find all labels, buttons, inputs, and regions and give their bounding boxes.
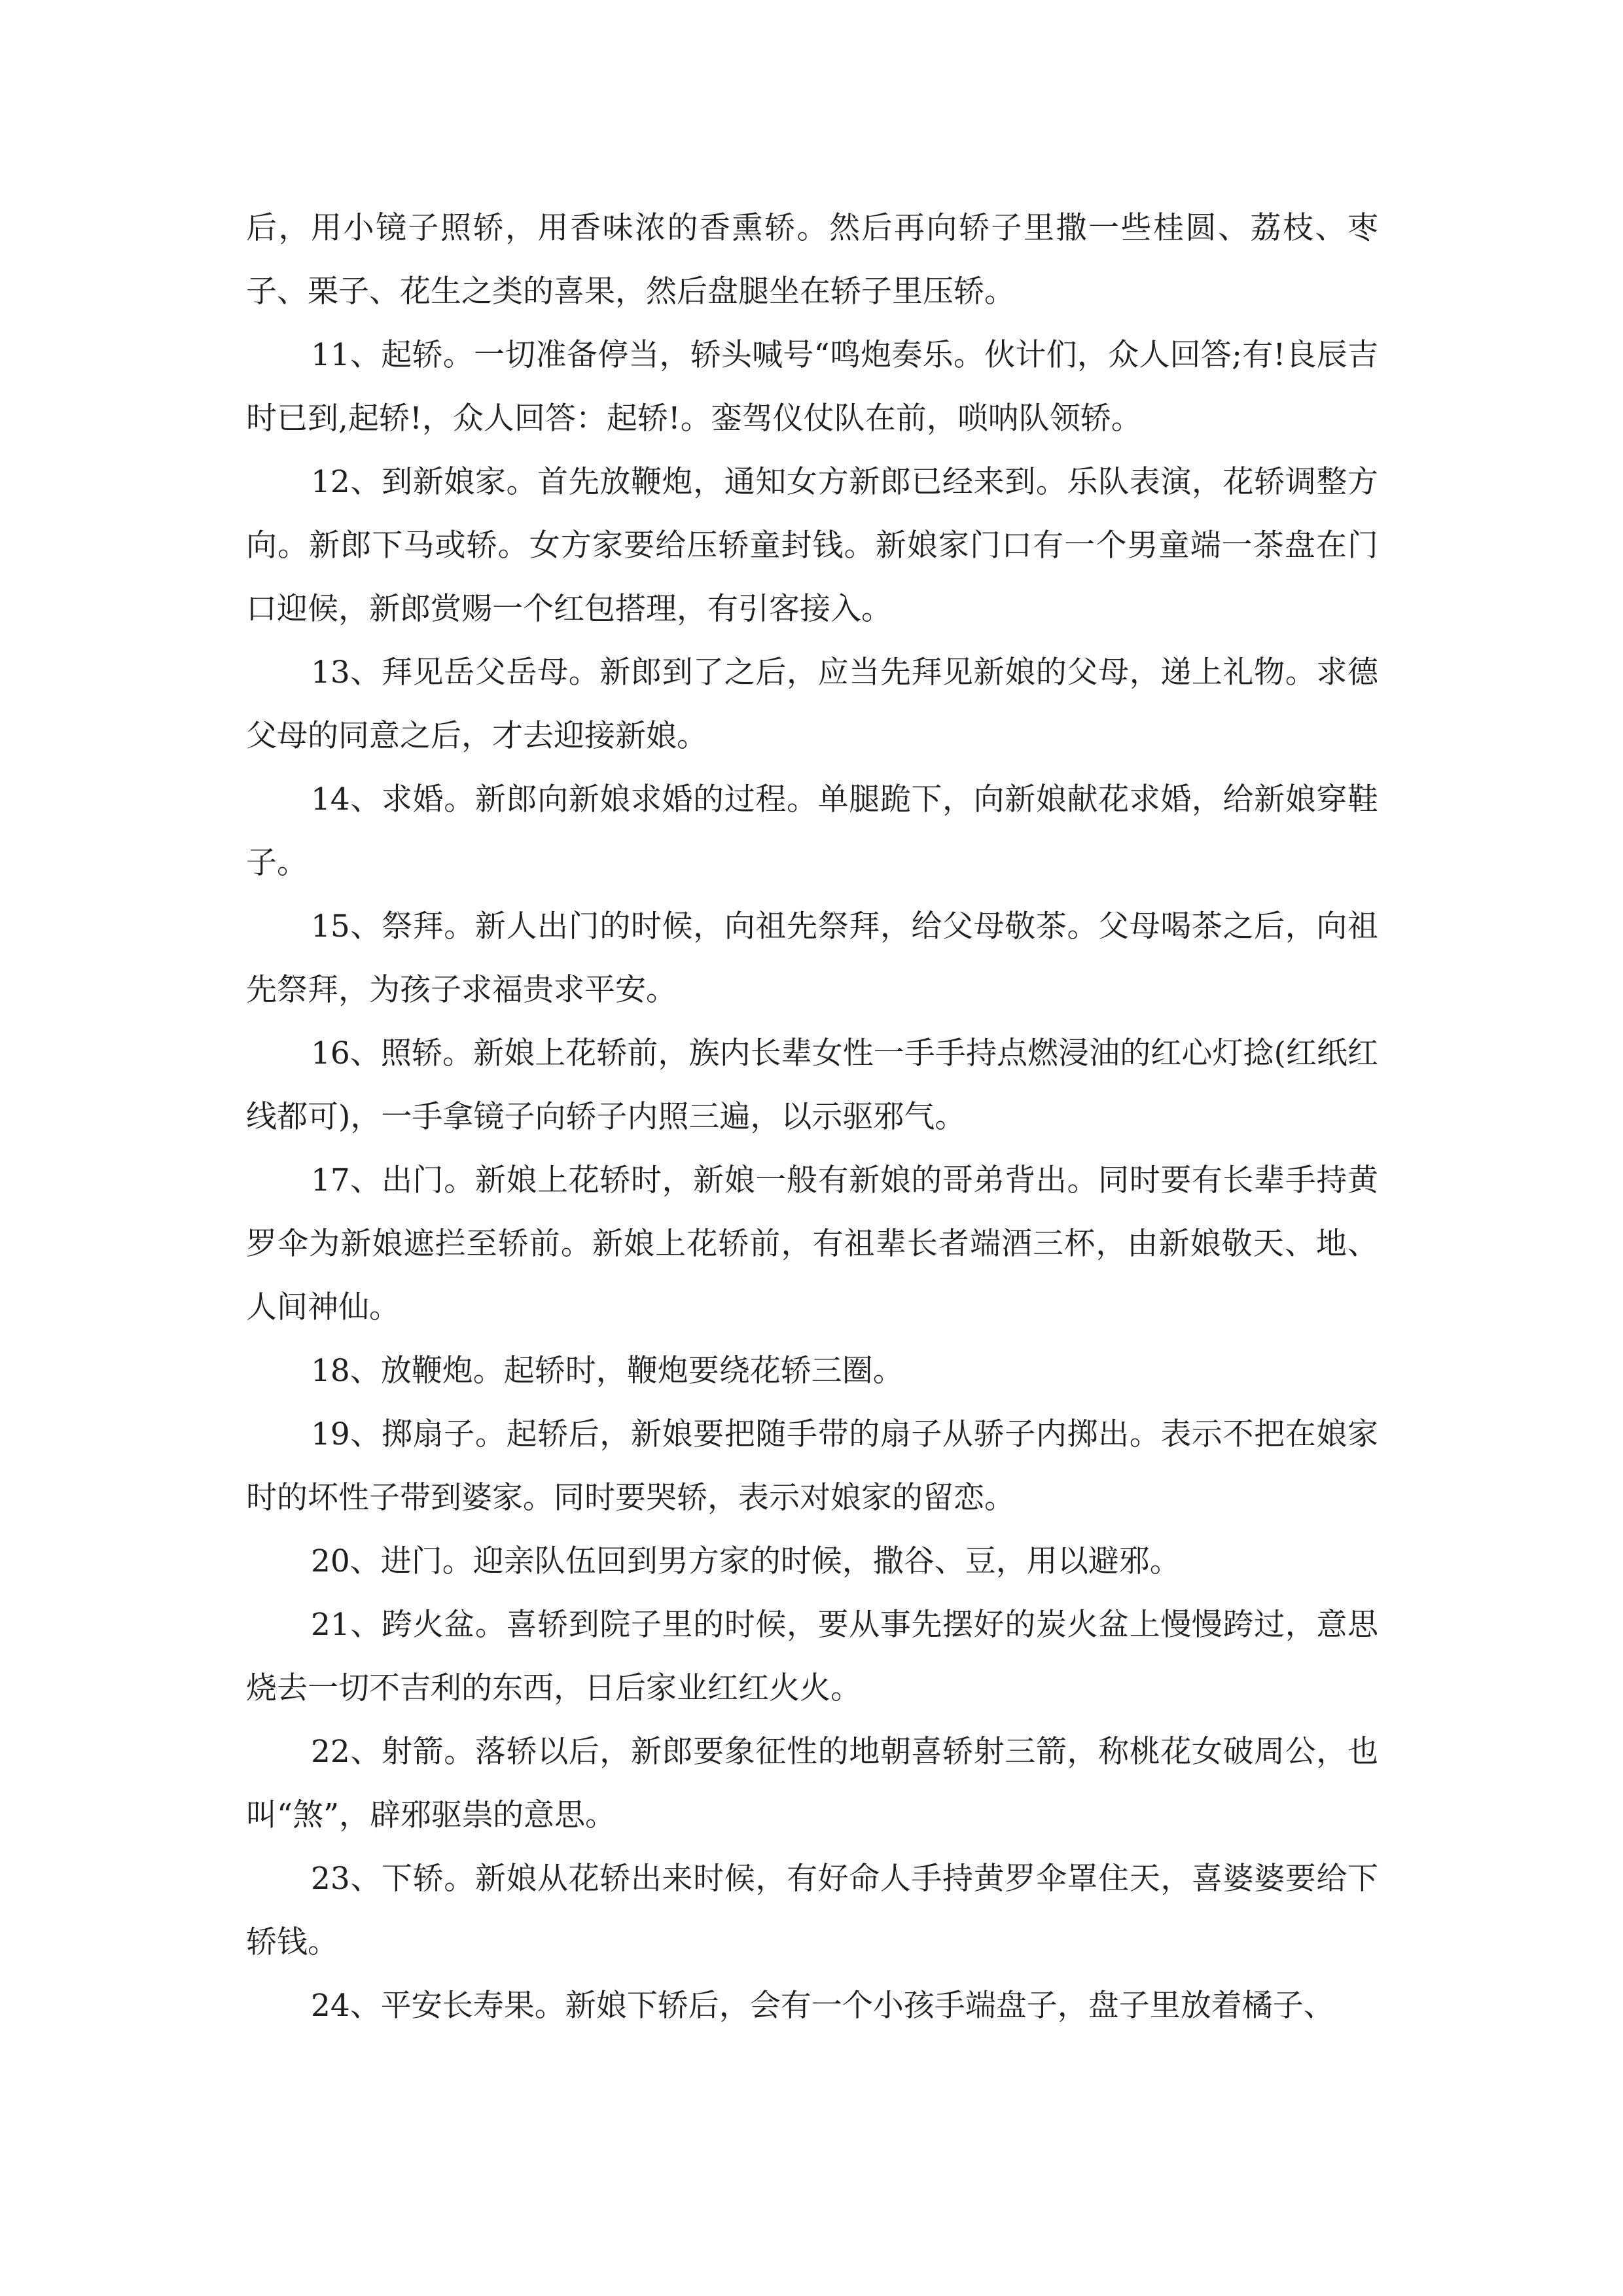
paragraph-23: 23、下轿。新娘从花轿出来时候，有好命人手持黄罗伞罩住天，喜婆婆要给下轿钱。 [246,1861,1378,1960]
paragraph-18: 18、放鞭炮。起轿时，鞭炮要绕花轿三圈。 [311,1353,904,1389]
paragraph-14: 14、求婚。新郎向新娘求婚的过程。单腿跪下，向新娘献花求婚，给新娘穿鞋子。 [246,781,1378,881]
paragraph-20: 20、进门。迎亲队伍回到男方家的时候，撒谷、豆，用以避邪。 [311,1543,1181,1579]
paragraph-13: 13、拜见岳父岳母。新郎到了之后，应当先拜见新娘的父母，递上礼物。求德父母的同意之后，才去迎接新娘。 [246,655,1378,754]
paragraph-21: 21、跨火盆。喜轿到院子里的时候，要从事先摆好的炭火盆上慢慢跨过，意思烧去一切不吉利的东西，日后家业红红火火。 [246,1607,1378,1706]
document-body [246,196,1378,2037]
paragraph-22: 22、射箭。落轿以后，新郎要象征性的地朝喜轿射三箭，称桃花女破周公，也叫“煞”，辟邪驱祟的意思。 [246,1734,1378,1833]
paragraph-16: 16、照轿。新娘上花轿前，族内长辈女性一手手持点燃浸油的红心灯捻(红纸红线都可)，一手拿镜子向轿子内照三遍，以示驱邪气。 [246,1035,1378,1135]
paragraph-19: 19、掷扇子。起轿后，新娘要把随手带的扇子从骄子内掷出。表示不把在娘家时的坏性子带到婆家。同时要哭轿，表示对娘家的留恋。 [246,1416,1378,1516]
paragraph-12: 12、到新娘家。首先放鞭炮，通知女方新郎已经来到。乐队表演，花轿调整方向。新郎下马或轿。女方家要给压轿童封钱。新娘家门口有一个男童端一茶盘在门口迎候，新郎赏赐一个红包搭理，有引客接入。 [246,464,1378,627]
paragraph-17: 17、出门。新娘上花轿时，新娘一般有新娘的哥弟背出。同时要有长辈手持黄罗伞为新娘遮拦至轿前。新娘上花轿前，有祖辈长者端酒三杯，由新娘敬天、地、人间神仙。 [246,1162,1378,1325]
paragraph-15: 15、祭拜。新人出门的时候，向祖先祭拜，给父母敬茶。父母喝茶之后，向祖先祭拜，为孩子求福贵求平安。 [246,908,1378,1008]
paragraph-24: 24、平安长寿果。新娘下轿后，会有一个小孩手端盘子，盘子里放着橘子、 [311,1988,1334,2024]
paragraph-11: 11、起轿。一切准备停当，轿头喊号“鸣炮奏乐。伙计们，众人回答;有!良辰吉时已到,起轿!，众人回答：起轿!。銮驾仪仗队在前，唢呐队领轿。 [246,337,1378,437]
paragraph-continuation: 后，用小镜子照轿，用香味浓的香熏轿。然后再向轿子里撒一些桂圆、荔枝、枣子、栗子、花生之类的喜果，然后盘腿坐在轿子里压轿。 [246,210,1378,310]
